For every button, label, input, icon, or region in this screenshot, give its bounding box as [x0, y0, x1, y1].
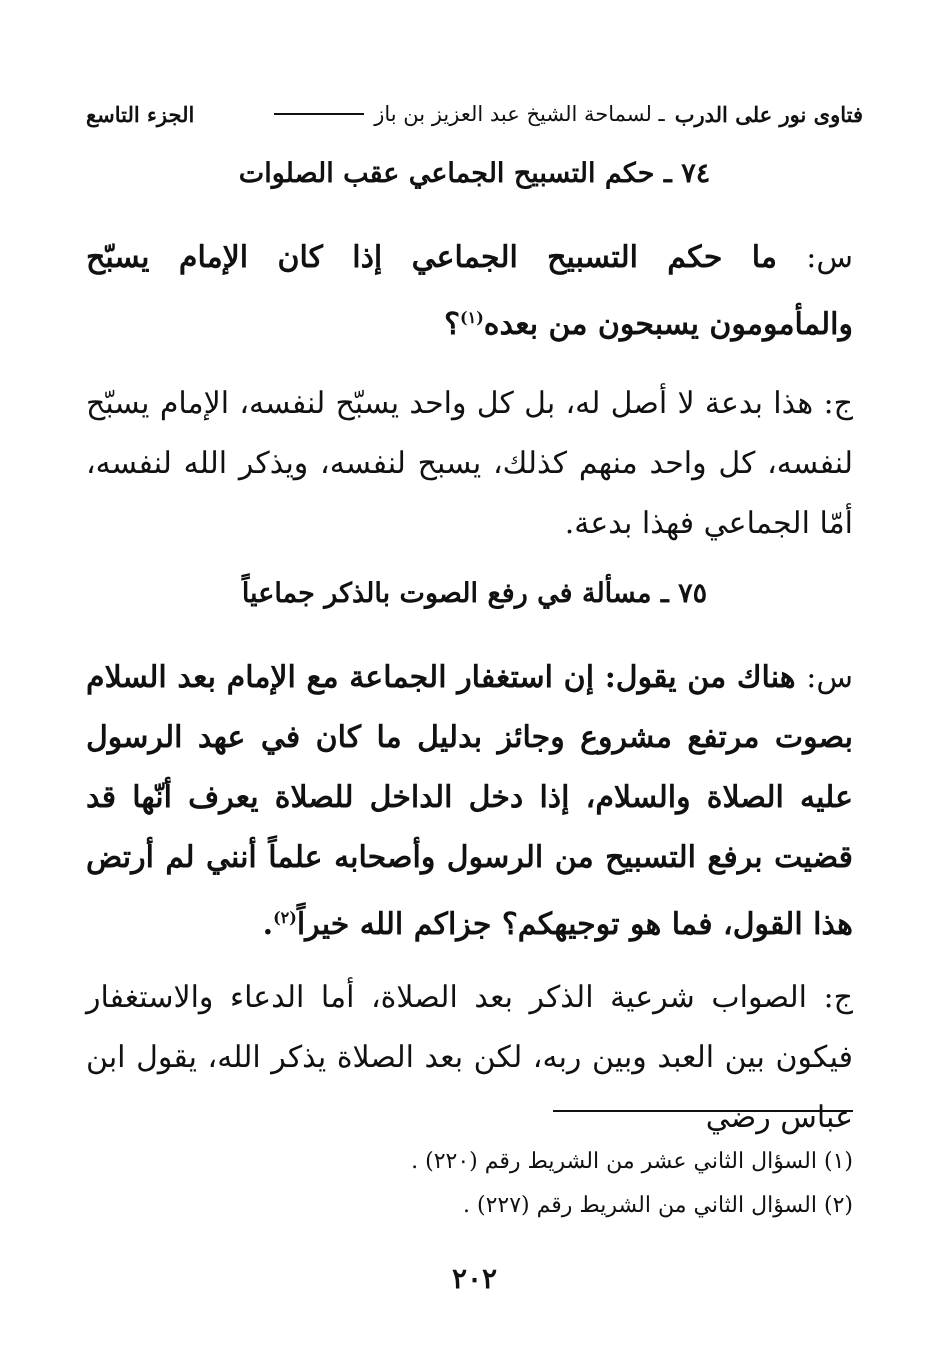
footnote-separator — [553, 1110, 853, 1112]
question-text: ما حكم التسبيح الجماعي إذا كان الإمام يسبّح والمأمومون يسبحون من بعده — [86, 240, 853, 342]
header-title-group — [274, 102, 863, 127]
question-end: . — [262, 907, 274, 942]
answer-prefix: ج: — [823, 386, 853, 421]
answer-74 — [86, 374, 853, 554]
answer-text: هذا بدعة لا أصل له، بل كل واحد يسبّح لنفسه، الإمام يسبّح لنفسه، كل واحد منهم كذلك، يسبح لنفسه، ويذكر الله لنفسه، أمّا الجماعي فهذا بدعة. — [86, 386, 853, 541]
answer-text: الصواب شرعية الذكر بعد الصلاة، أما الدعاء والاستغفار فيكون بين العبد وبين ربه، لكن بعد الصلاة يذكر الله، يقول ابن عباس رضي — [86, 980, 853, 1135]
book-title: فتاوى نور على الدرب — [674, 101, 863, 127]
answer-prefix: ج: — [823, 980, 853, 1015]
footnote-ref-1: (١) — [460, 308, 484, 327]
footnotes — [86, 1140, 853, 1228]
question-prefix: س: — [806, 660, 853, 695]
footnote-2: (٢) السؤال الثاني من الشريط رقم (٢٢٧) . — [463, 1193, 853, 1218]
section-heading-75: ٧٥ ـ مسألة في رفع الصوت بالذكر جماعياً — [241, 578, 708, 609]
running-header — [86, 94, 863, 134]
section-heading-74: ٧٤ ـ حكم التسبيح الجماعي عقب الصلوات — [238, 158, 711, 189]
question-end: ؟ — [444, 307, 461, 342]
header-rule — [274, 113, 364, 115]
question-text: هناك من يقول: إن استغفار الجماعة مع الإمام بعد السلام بصوت مرتفع مشروع وجائز بدليل ما كان في عهد الرسول عليه الصلاة والسلام، إذا دخل الداخل للصلاة يعرف أنّها قد قضيت برفع التسبيح من الرسول وأصحابه علماً أنني لم أرتض هذا القول، فما هو توجيهكم؟ جزاكم الله خيراً — [86, 660, 853, 942]
answer-75 — [86, 968, 853, 1148]
author-line: ـ لسماحة الشيخ عبد العزيز بن باز — [374, 102, 665, 126]
page-number: ٢٠٢ — [451, 1262, 498, 1295]
footnote-1: (١) السؤال الثاني عشر من الشريط رقم (٢٢٠) . — [411, 1149, 853, 1174]
question-prefix: س: — [806, 240, 853, 275]
volume-part: الجزء التاسع — [86, 101, 195, 127]
footnote-ref-2: (٢) — [273, 908, 297, 927]
question-74 — [86, 228, 853, 355]
question-75 — [86, 648, 853, 955]
